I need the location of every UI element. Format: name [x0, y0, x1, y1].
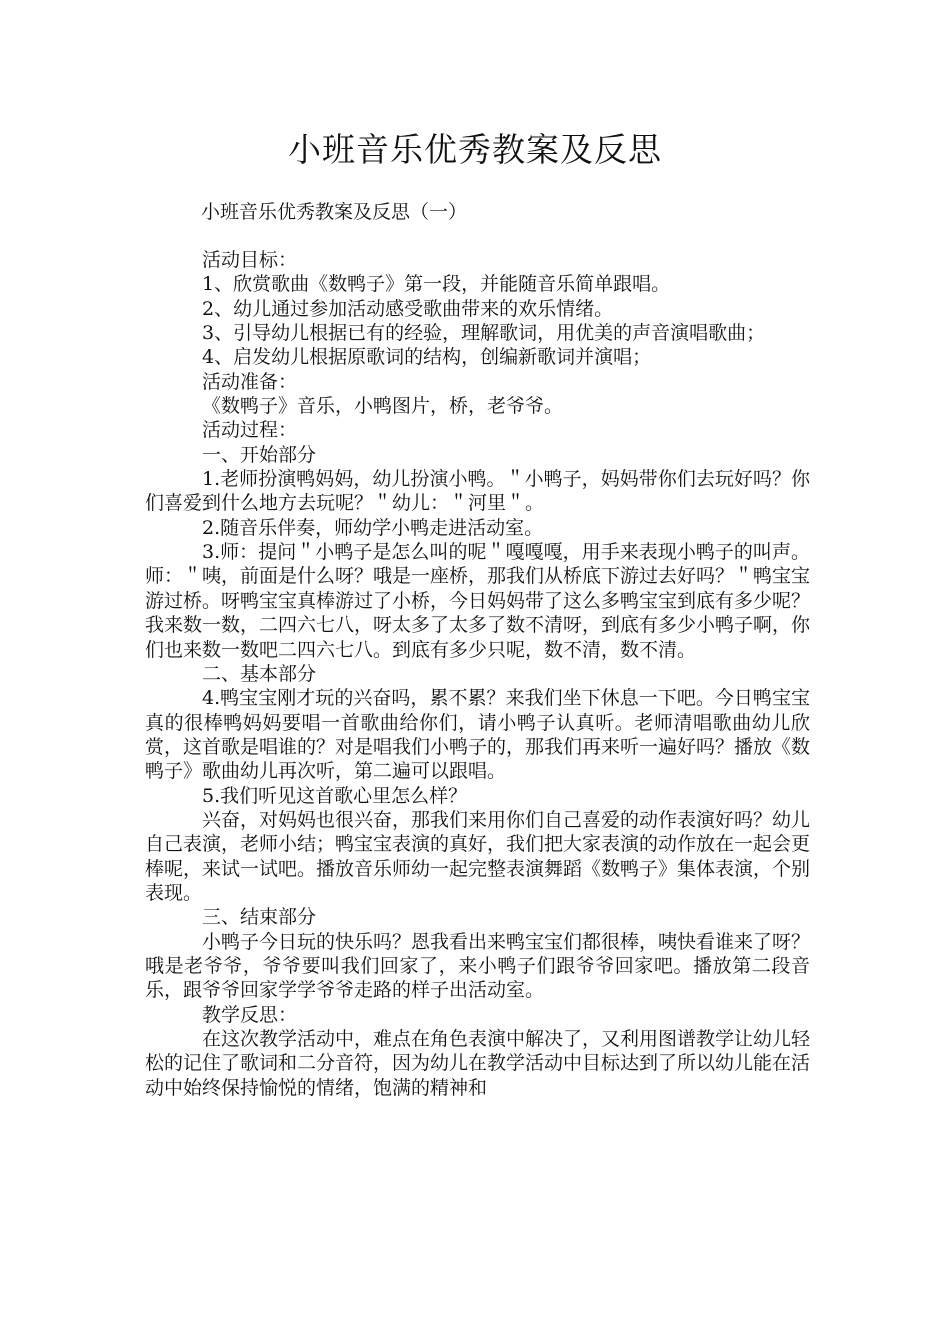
paragraph: 兴奋，对妈妈也很兴奋，那我们来用你们自己喜爱的动作表演好吗？幼儿自己表演，老师小结；鸭宝宝表演的真好，我们把大家表演的动作放在一起会更棒呢，来试一试吧。播放音乐师幼一起完整表演舞蹈《数鸭子》集体表演，个别表现。	[145, 808, 811, 904]
page-title: 小班音乐优秀教案及反思	[288, 130, 662, 169]
paragraph: 三、结束部分	[202, 906, 317, 929]
paragraph: 2.随音乐伴奏，师幼学小鸭走进活动室。	[202, 516, 544, 539]
paragraph: 活动目标：	[202, 249, 298, 271]
paragraph: 4.鸭宝宝刚才玩的兴奋吗，累不累？来我们坐下休息一下吧。今日鸭宝宝真的很棒鸭妈妈要唱一首歌曲给你们，请小鸭子认真听。老师清唱歌曲幼儿欣赏，这首歌是唱谁的？对是唱我们小鸭子的，那我们再来听一遍好吗？播放《数鸭子》歌曲幼儿再次听，第二遍可以跟唱。	[145, 687, 811, 783]
body-text	[145, 248, 810, 1100]
paragraph: 2、幼儿通过参加活动感受歌曲带来的欢乐情绪。	[202, 297, 614, 320]
paragraph: 二、基本部分	[202, 662, 317, 685]
paragraph: 1、欣赏歌曲《数鸭子》第一段，并能随音乐简单跟唱。	[202, 273, 671, 296]
paragraph: 1.老师扮演鸭妈妈，幼儿扮演小鸭。＂小鸭子，妈妈带你们去玩好吗？你们喜爱到什么地方去玩呢？＂幼儿：＂河里＂。	[145, 468, 810, 515]
paragraph: 一、开始部分	[202, 443, 317, 466]
paragraph: 小鸭子今日玩的快乐吗？恩我看出来鸭宝宝们都很棒，咦快看谁来了呀？哦是老爷爷，爷爷要叫我们回家了，来小鸭子们跟爷爷回家吧。播放第二段音乐，跟爷爷回家学学爷爷走路的样子出活动室。	[145, 930, 811, 1002]
paragraph: 活动过程：	[202, 419, 298, 442]
paragraph: 活动准备：	[202, 370, 298, 393]
paragraph: 5.我们听见这首歌心里怎么样？	[202, 784, 468, 807]
paragraph: 3.师：提问＂小鸭子是怎么叫的呢＂嘎嘎嘎，用手来表现小鸭子的叫声。师：＂咦，前面是什么呀？哦是一座桥，那我们从桥底下游过去好吗？＂鸭宝宝游过桥。呀鸭宝宝真棒游过了小桥，今日妈妈带了这么多鸭宝宝到底有多少呢？我来数一数，二四六七八，呀太多了太多了数不清呀，到底有多少小鸭子啊，你们也来数一数吧二四六七八。到底有多少只呢，数不清，数不清。	[145, 541, 811, 661]
section-subtitle: 小班音乐优秀教案及反思（一）	[201, 201, 468, 223]
paragraph: 在这次教学活动中，难点在角色表演中解决了，又利用图谱教学让幼儿轻松的记住了歌词和二分音符，因为幼儿在教学活动中目标达到了所以幼儿能在活动中始终保持愉悦的情绪，饱满的精神和	[145, 1028, 811, 1099]
paragraph: 教学反思：	[202, 1003, 298, 1026]
paragraph: 4、启发幼儿根据原歌词的结构，创编新歌词并演唱；	[202, 346, 652, 369]
paragraph: 3、引导幼儿根据已有的经验，理解歌词，用优美的声音演唱歌曲；	[202, 322, 766, 345]
paragraph: 《数鸭子》音乐，小鸭图片，桥，老爷爷。	[202, 395, 564, 418]
